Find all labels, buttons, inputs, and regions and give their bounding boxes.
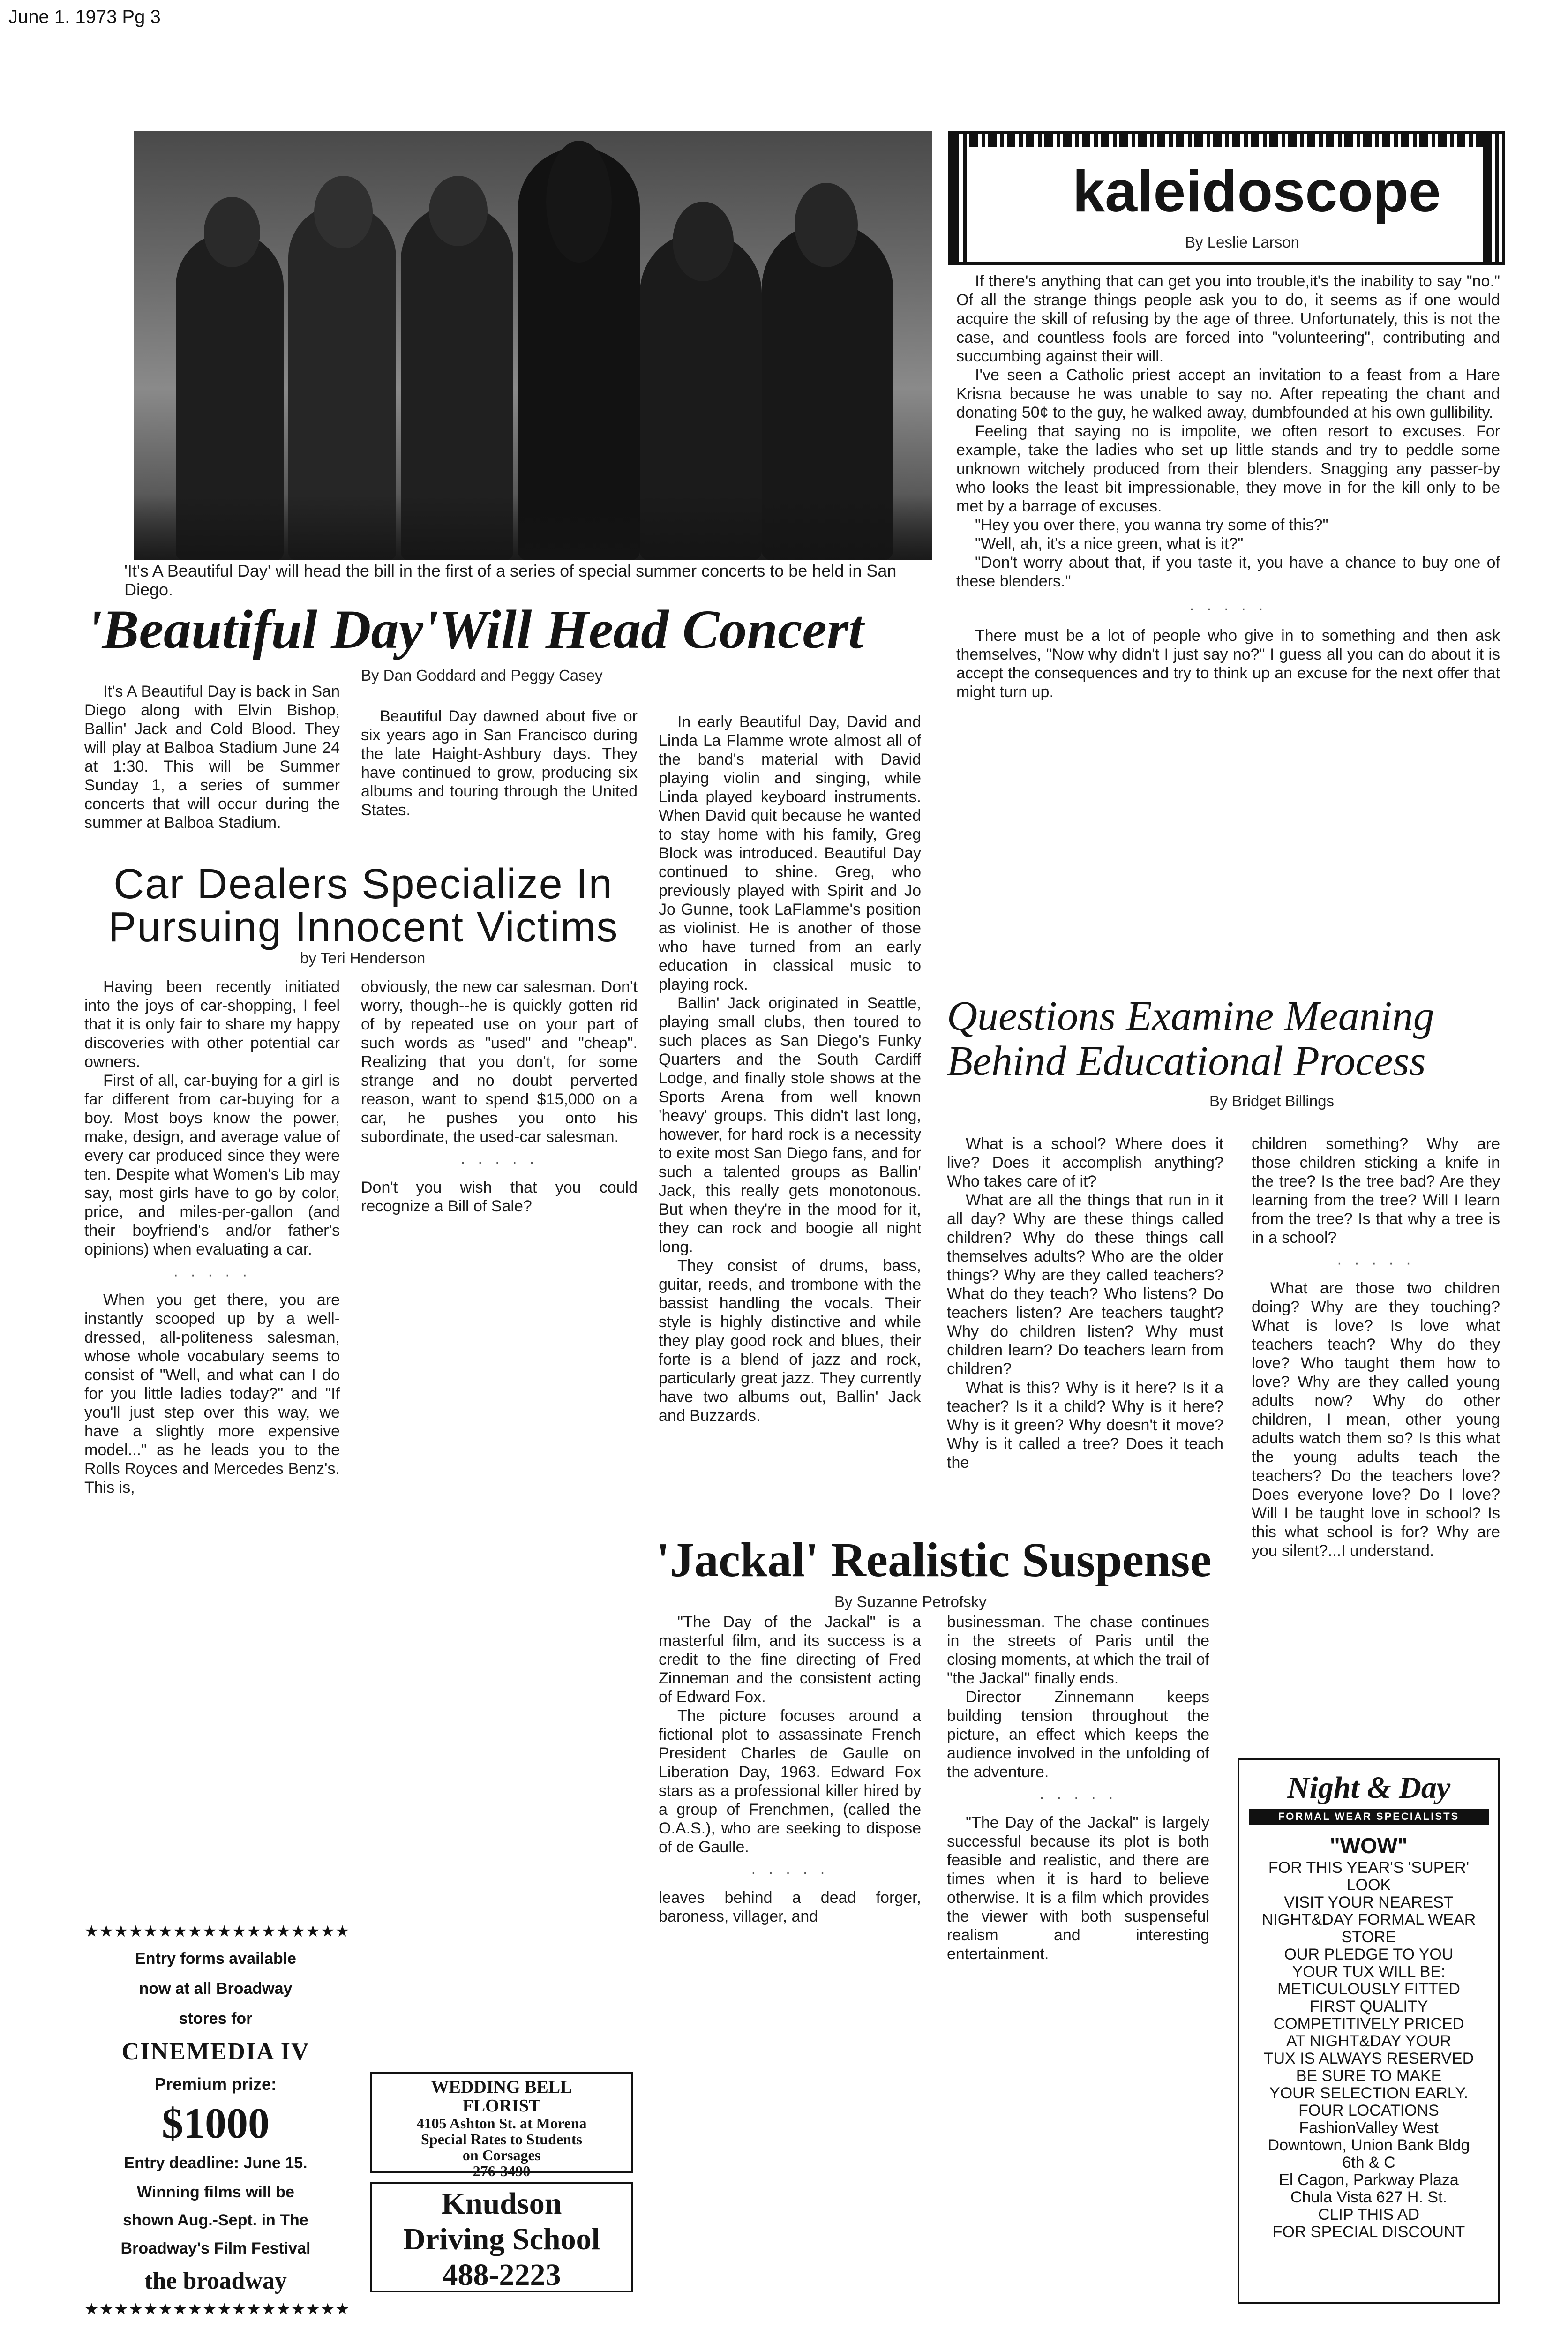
paragraph: What is this? Why is it here? Is it a teacher? Is it a child? Why is it here? Why is it green? Why doesn't it move? Why is it called a tree? Does it teach the	[947, 1379, 1223, 1472]
jackal-story-byline: By Suzanne Petrofsky	[834, 1593, 987, 1610]
florist-name: WEDDING BELL	[431, 2077, 572, 2097]
florist-name-line2: FLORIST	[462, 2096, 541, 2116]
education-story-headline	[947, 994, 1509, 1084]
education-story-byline: By Bridget Billings	[1209, 1092, 1334, 1110]
night-and-day-formal-wear-ad	[1238, 1758, 1500, 2304]
omitted-text-marker: · · · · ·	[1039, 1788, 1118, 1806]
paragraph: They consist of drums, bass, guitar, reeds, and trombone with the bassist handling the vocals. Their style is highly distinctive and while they play good rock and blues, their forte is a blend of jazz and rock, particularly great jazz. They currently have two albums out, Ballin' Jack and Buzzards.	[659, 1257, 921, 1425]
ad-line: FashionValley West	[1299, 2119, 1439, 2137]
paragraph: Feeling that saying no is impolite, we often resort to excuses. For example, take the ladies who set up little stands and try to peddle some unknown witchely produced from their blenders. Snagging any passer-by who looks the least bit impressionable, they move in for the kill only to be met by a barrage of excuses.	[956, 422, 1500, 515]
ad-line: COMPETITIVELY PRICED	[1273, 2015, 1464, 2033]
omitted-text-marker: · · · · ·	[1189, 600, 1268, 617]
decorative-border-icon	[1483, 134, 1502, 262]
kaleidoscope-column	[956, 272, 1500, 701]
kaleidoscope-banner	[948, 131, 1505, 265]
cinemedia-title: CINEMEDIA IV	[121, 2038, 310, 2065]
florist-phone: 276-3490	[473, 2163, 531, 2179]
contest-deadline: Entry deadline: June 15.	[124, 2154, 308, 2172]
broadway-store-name: the broadway	[144, 2268, 287, 2294]
paragraph: Beautiful Day dawned about five or six years ago in San Francisco during the late Haight-Ashbury days. They have continued to grow, producing six albums and touring through the United States.	[361, 707, 638, 819]
knudson-driving-school-ad	[370, 2182, 633, 2292]
driving-school-subtitle: Driving School	[403, 2222, 600, 2256]
driving-school-phone: 488-2223	[442, 2258, 561, 2292]
ad-line: LOOK	[1346, 1876, 1391, 1894]
paragraph: leaves behind a dead forger, baroness, villager, and	[659, 1889, 921, 1925]
paragraph: obviously, the new car salesman. Don't worry, though--he is quickly gotten rid of by repeated use on your part of such words as "used" and "cheap". Realizing that you don't, for some strange and no doubt perverted reason, want to spend $15,000 on a car, he pushes you onto his subordinate, the used-car salesman.	[361, 978, 638, 1146]
paragraph: It's A Beautiful Day is back in San Diego along with Elvin Bishop, Ballin' Jack and Cold Blood. They will play at Balboa Stadium June 24 at 1:30. This will be Summer Sunday 1, a series of summer concerts that will occur during the summer at Balboa Stadium.	[84, 683, 340, 832]
jackal-story-col2	[947, 1613, 1209, 1963]
night-day-copy	[1239, 1859, 1498, 2241]
ad-line: Downtown, Union Bank Bldg	[1268, 2136, 1470, 2154]
jackal-story-col1	[659, 1613, 921, 1926]
band-story-col1	[84, 682, 340, 832]
cinemedia-contest-ad	[84, 1922, 350, 2319]
paragraph: In early Beautiful Day, David and Linda La Flamme wrote almost all of the band's material with David playing violin and singing, while Linda played keyboard instruments. When David quit because he wanted to stay home with his family, Greg Block was introduced. Beautiful Day continued to shine. Greg, who previously played with Spirit and Jo Jo Gunne, took LaFlamme's position as violinist. He is another of those who have turned from an early education in classical music to playing rock.	[659, 713, 921, 993]
ad-line: FOR THIS YEAR'S 'SUPER'	[1268, 1859, 1470, 1877]
paragraph: "The Day of the Jackal" is largely successful because its plot is both feasible and realistic, and there are times when it is hard to believe otherwise. It is a film which provides the viewer with both suspenseful realism and interesting entertainment.	[947, 1814, 1209, 1963]
star-border-top: ★★★★★★★★★★★★★★★★★★	[84, 1922, 350, 1941]
paragraph: I've seen a Catholic priest accept an invitation to a feast from a Hare Krisna because he was unable to say no. After repeating the chant and donating 50¢ to the guy, he walked away, dumbfounded at his own gullibility.	[956, 366, 1500, 421]
education-headline-line2: Behind Educational Process	[947, 1038, 1426, 1084]
ad-line: YOUR TUX WILL BE:	[1292, 1963, 1446, 1981]
florist-rates: Special Rates to Students	[420, 2131, 582, 2148]
ad-line: FOR SPECIAL DISCOUNT	[1272, 2223, 1465, 2241]
paragraph: "Well, ah, it's a nice green, what is it?"	[975, 535, 1244, 553]
contest-ad-line: Broadway's Film Festival	[120, 2239, 311, 2257]
ad-line: 6th & C	[1342, 2154, 1395, 2171]
wedding-bell-florist-ad	[370, 2072, 633, 2179]
night-day-logo: Night & Day	[1287, 1771, 1451, 1805]
star-border-bottom: ★★★★★★★★★★★★★★★★★★	[84, 2300, 350, 2319]
decorative-border-icon	[951, 134, 1502, 147]
car-headline-line2: Pursuing Innocent Victims	[108, 904, 619, 951]
paragraph: Ballin' Jack originated in Seattle, playing small clubs, then toured to such places as San Diego's Funky Quarters and the South Cardiff Lodge, and finally stole shows at the Sports Arena from well known 'heavy' groups. This didn't last long, however, for hard rock is a necessity to exite most San Diego fans, and for such a talented groups as Ballin' Jack, this really gets monotonous. But when they're in the mood for it, they can rock and boogie all night long.	[659, 994, 921, 1256]
night-day-wow: "WOW"	[1329, 1833, 1408, 1858]
ad-line: VISIT YOUR NEAREST	[1284, 1893, 1454, 1911]
education-story-col2	[1252, 1134, 1500, 1560]
ad-line: METICULOUSLY FITTED	[1277, 1980, 1460, 1998]
ad-line: FIRST QUALITY	[1309, 1998, 1428, 2015]
omitted-text-marker: · · · · ·	[1336, 1254, 1415, 1272]
ad-line: NIGHT&DAY FORMAL WEAR	[1261, 1911, 1476, 1929]
band-story-headline: 'Beautiful Day'Will Head Concert	[87, 599, 864, 660]
paragraph: "Hey you over there, you wanna try some of this?"	[975, 516, 1328, 534]
contest-ad-line: stores for	[179, 2010, 253, 2028]
paragraph: businessman. The chase continues in the streets of Paris until the closing moments, at which the trail of "the Jackal" finally ends.	[947, 1613, 1209, 1687]
car-story-col1	[84, 977, 340, 1497]
decorative-border-icon	[951, 134, 969, 262]
ad-line: YOUR SELECTION EARLY.	[1269, 2084, 1468, 2102]
paragraph: "The Day of the Jackal" is a masterful film, and its success is a credit to the fine directing of Fred Zinneman and the consistent acting of Edward Fox.	[659, 1613, 921, 1706]
ad-line: AT NIGHT&DAY YOUR	[1286, 2032, 1452, 2050]
band-story-col3	[659, 713, 921, 1425]
florist-rates-line2: on Corsages	[462, 2147, 541, 2164]
paragraph: First of all, car-buying for a girl is far different from car-buying for a boy. Most boys know the power, make, design, and average value of every car produced since they were ten. Despite what Women's Lib may say, most girls have to go by color, price, and miles-per-gallon (and their boyfriend's and/or father's opinions) when evaluating a car.	[84, 1072, 340, 1258]
paragraph: The picture focuses around a fictional plot to assassinate French President Charles de Gaulle on Liberation Day, 1963. Edward Fox stars as a professional killer hired by a group of Frenchmen, (called the O.A.S.), who are seeking to dispose of de Gaulle.	[659, 1707, 921, 1856]
band-photo	[134, 131, 932, 560]
ad-line: BE SURE TO MAKE	[1296, 2067, 1442, 2085]
car-headline-line1: Car Dealers Specialize In	[113, 861, 613, 908]
paragraph: children something? Why are those children sticking a knife in the tree? Is the tree bad? Are they learning from the tree? Will I learn from the tree? Is that why a tree is in a school?	[1252, 1135, 1500, 1247]
ad-line: OUR PLEDGE TO YOU	[1284, 1946, 1454, 1963]
paragraph: When you get there, you are instantly scooped up by a well-dressed, all-politeness salesman, whose whole vocabulary seems to consist of "Well, and what can I do for you little ladies today?" and "If you'll just step over this way, we have a slightly more expensive model..." as he leads you to the Rolls Royces and Mercedes Benz's. This is,	[84, 1291, 340, 1496]
car-story-headline	[84, 863, 642, 949]
band-story-col2	[361, 707, 638, 819]
contest-ad-line: shown Aug.-Sept. in The	[123, 2211, 308, 2229]
education-headline-line1: Questions Examine Meaning	[947, 993, 1434, 1039]
car-story-col2	[361, 977, 638, 1216]
contest-ad-line: Entry forms available	[135, 1950, 296, 1968]
car-story-byline: by Teri Henderson	[300, 949, 426, 967]
paragraph: "Don't worry about that, if you taste it, you have a chance to buy one of these blenders."	[956, 554, 1500, 590]
paragraph: What are all the things that run in it all day? Why are these things called children? Why do these things call themselves adults? Who are the older things? Why are they called teachers? What do they teach? Who listens? Do teachers listen? Are teachers taught? Why do children listen? Why must children learn? Do teachers learn from children?	[947, 1191, 1223, 1378]
ad-line: FOUR LOCATIONS	[1298, 2102, 1439, 2119]
omitted-text-marker: · · · · ·	[750, 1863, 829, 1881]
paragraph: Having been recently initiated into the joys of car-shopping, I feel that it is only fair to share my happy discoveries with other potential car owners.	[84, 978, 340, 1071]
florist-address: 4105 Ashton St. at Morena	[416, 2115, 587, 2132]
paragraph: If there's anything that can get you into trouble,it's the inability to say "no." Of all the strange things people ask you to do, it seems as if one would acquire the skill of refusing by the age of three. Unfortunately, this is not the case, and countless fools are forced into "volunteering", contributing and succumbing against their will.	[956, 272, 1500, 365]
ad-line: CLIP THIS AD	[1318, 2206, 1420, 2224]
jackal-story-headline: 'Jackal' Realistic Suspense	[656, 1533, 1212, 1587]
kaleidoscope-title: kaleidoscope	[1073, 159, 1441, 224]
contest-ad-line: now at all Broadway	[139, 1980, 293, 1998]
ad-line: TUX IS ALWAYS RESERVED	[1263, 2050, 1474, 2067]
paragraph: Don't you wish that you could recognize a Bill of Sale?	[361, 1179, 638, 1215]
band-story-byline: By Dan Goddard and Peggy Casey	[361, 667, 603, 684]
ad-line: STORE	[1341, 1928, 1396, 1946]
education-story-col1	[947, 1134, 1223, 1472]
omitted-text-marker: · · · · ·	[173, 1266, 251, 1284]
contest-prize-label: Premium prize:	[154, 2074, 277, 2094]
paragraph: What are those two children doing? Why are they touching? What is love? Is love what teachers teach? Why do they love? Who taught them how to love? Why are they called young adults now? Why do other children, I mean, other young adults watch them so? Is this what the young adults teach the teachers? Do the teachers love? Does everyone love? Do I love? Will I be taught love in school? Is this what school is for? Why are you silent?...I understand.	[1252, 1279, 1500, 1560]
ad-line: Chula Vista 627 H. St.	[1290, 2188, 1447, 2206]
contest-ad-line: Winning films will be	[137, 2183, 294, 2201]
driving-school-name: Knudson	[441, 2186, 562, 2221]
page-date-header: June 1. 1973 Pg 3	[8, 7, 161, 27]
ad-line: El Cagon, Parkway Plaza	[1279, 2171, 1459, 2189]
photo-caption: 'It's A Beautiful Day' will head the bill in the first of a series of special summer concerts to be held in San Diego.	[124, 561, 897, 599]
night-day-tagline: FORMAL WEAR SPECIALISTS	[1249, 1809, 1489, 1825]
contest-prize-amount: $1000	[162, 2099, 270, 2147]
paragraph: There must be a lot of people who give in to something and then ask themselves, "Now why didn't I just say no?" I guess all you can do about it is accept the consequences and try to think up an excuse for the next offer that might turn up.	[956, 627, 1500, 701]
kaleidoscope-byline: By Leslie Larson	[1185, 233, 1299, 251]
paragraph: Director Zinnemann keeps building tension throughout the picture, an effect which keeps the audience involved in the unfolding of the adventure.	[947, 1688, 1209, 1781]
omitted-text-marker: · · · · ·	[460, 1153, 539, 1171]
paragraph: What is a school? Where does it live? Does it accomplish anything? Who takes care of it?	[947, 1135, 1223, 1190]
